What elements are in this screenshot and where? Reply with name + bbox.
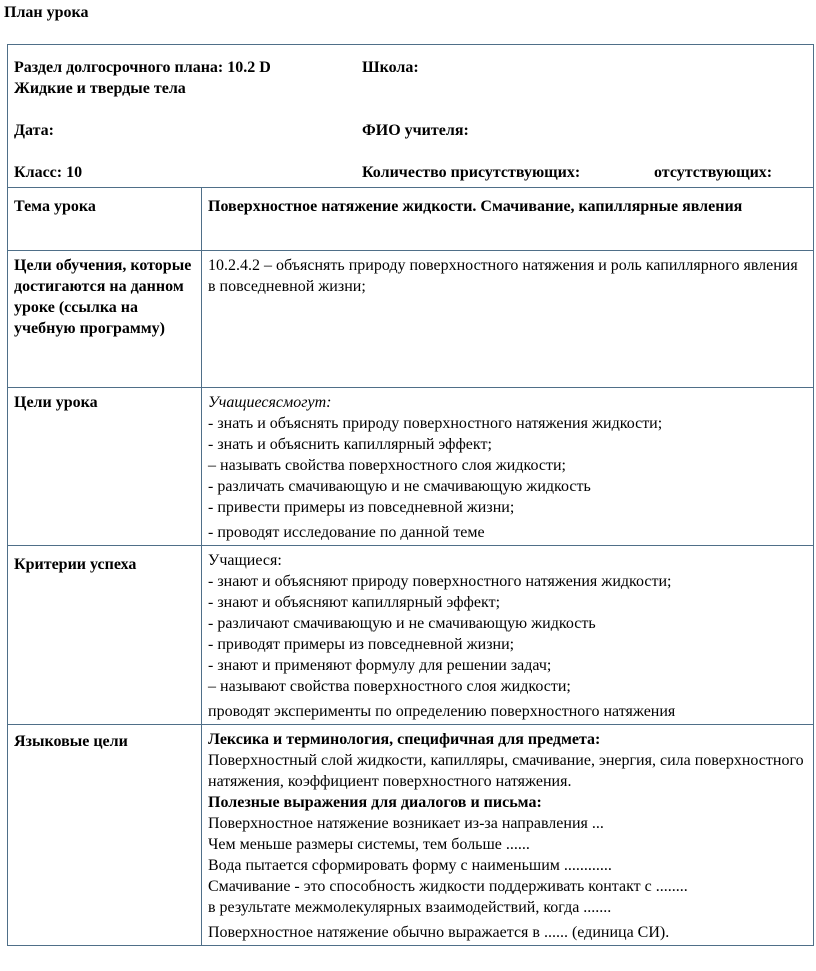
success-criterion-item: - знают и объясняют капиллярный эффект; <box>208 594 501 611</box>
lesson-goal-item: - привести примеры из повседневной жизни; <box>208 499 515 516</box>
topic-label: Тема урока <box>8 188 202 251</box>
lesson-goals-label: Цели урока <box>8 388 202 546</box>
teacher-label: ФИО учителя: <box>362 122 469 139</box>
learning-goals-label: Цели обучения, которые достигаются на данном уроке (ссылка на учебную программу) <box>8 251 202 388</box>
success-criterion-item: - знают и применяют формулу для решении задач; <box>208 657 552 674</box>
success-criterion-item: - различают смачивающую и не смачивающую жидкость <box>208 615 596 632</box>
phrases-heading: Полезные выражения для диалогов и письма: <box>208 794 542 811</box>
present-label: Количество присутствующих: <box>362 164 581 181</box>
lesson-goals-row <box>8 388 814 546</box>
phrase-item: Поверхностное натяжение возникает из-за направления ... <box>208 815 604 832</box>
vocab-heading: Лексика и терминология, специфичная для предмета: <box>208 731 601 748</box>
success-criteria-intro: Учащиеся: <box>208 552 282 569</box>
language-goals-label: Языковые цели <box>8 725 202 946</box>
section-line2: Жидкие и твердые тела <box>14 80 186 97</box>
success-criterion-item: – называют свойства поверхностного слоя жидкости; <box>208 678 571 695</box>
success-criteria-label: Критерии успеха <box>8 546 202 725</box>
learning-goals-value: 10.2.4.2 – объяснять природу поверхностного натяжения и роль капиллярного явления в повседневной жизни; <box>202 251 814 388</box>
success-criteria-cell <box>202 546 814 725</box>
page-title: План урока <box>4 4 89 21</box>
success-criterion-item: - знают и объясняют природу поверхностного натяжения жидкости; <box>208 573 672 590</box>
language-goals-cell <box>202 725 814 946</box>
phrase-item: Смачивание - это способность жидкости поддерживать контакт с ........ <box>208 878 688 895</box>
absent-label: отсутствующих: <box>654 164 773 181</box>
header-cell <box>8 45 814 188</box>
lesson-goal-item: – называть свойства поверхностного слоя жидкости; <box>208 457 566 474</box>
lesson-goal-item: - знать и объяснять природу поверхностного натяжения жидкости; <box>208 415 663 432</box>
lesson-goals-intro: Учащиесясмогут: <box>208 394 332 411</box>
topic-row <box>8 188 814 251</box>
lesson-plan-table <box>7 44 814 946</box>
success-criterion-item: - приводят примеры из повседневной жизни; <box>208 636 515 653</box>
school-label: Школа: <box>362 59 419 76</box>
phrase-item: Поверхностное натяжение обычно выражается в ...... (единица СИ). <box>208 924 670 941</box>
language-goals-row <box>8 725 814 946</box>
lesson-goal-item: - проводят исследование по данной теме <box>208 524 485 541</box>
grade-label: Класс: 10 <box>14 164 83 181</box>
phrase-item: Вода пытается сформировать форму с наименьшим ............ <box>208 857 612 874</box>
lesson-goals-cell <box>202 388 814 546</box>
learning-goals-row <box>8 251 814 388</box>
success-criteria-row <box>8 546 814 725</box>
lesson-goal-item: - знать и объяснить капиллярный эффект; <box>208 436 492 453</box>
phrase-item: Чем меньше размеры системы, тем больше ...... <box>208 836 530 853</box>
date-label: Дата: <box>14 122 54 139</box>
phrase-item: в результате межмолекулярных взаимодействий, когда ....... <box>208 899 612 916</box>
section-line1: Раздел долгосрочного плана: 10.2 D <box>14 59 271 76</box>
lesson-goal-item: - различать смачивающую и не смачивающую жидкость <box>208 478 591 495</box>
success-criterion-item: проводят эксперименты по определению поверхностного натяжения <box>208 703 676 720</box>
topic-value: Поверхностное натяжение жидкости. Смачивание, капиллярные явления <box>202 188 814 251</box>
header-row <box>8 45 814 188</box>
vocab-text: Поверхностный слой жидкости, капилляры, смачивание, энергия, сила поверхностного натяжения, коэффициент поверхностного натяжения. <box>208 752 804 790</box>
